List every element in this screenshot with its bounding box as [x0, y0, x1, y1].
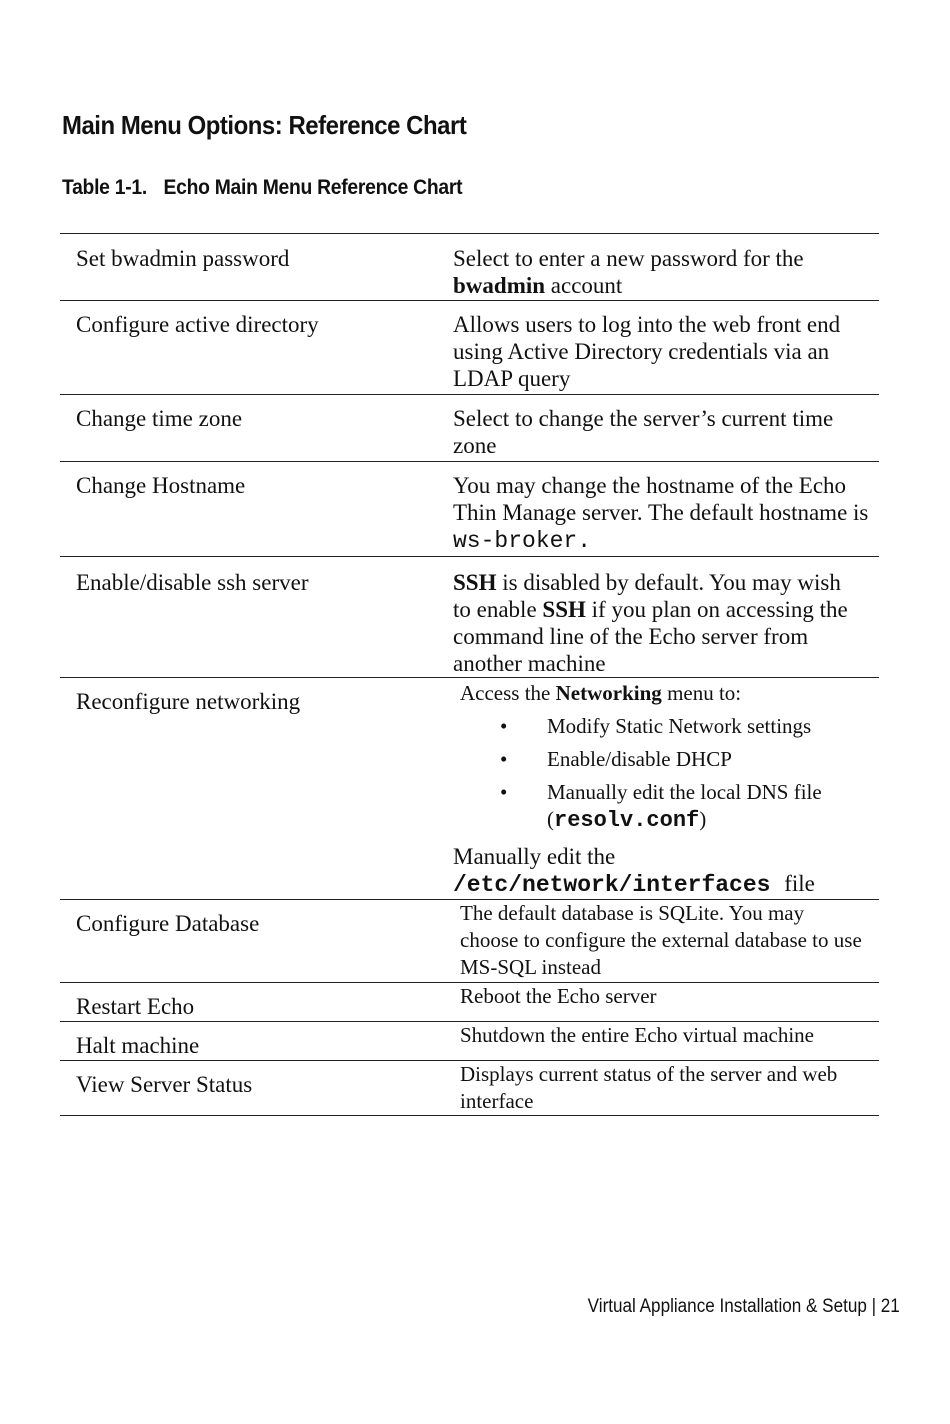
option-label: Enable/disable ssh server — [76, 570, 309, 595]
table-row — [60, 395, 879, 462]
list-item-text: Modify Static Network settings — [547, 714, 812, 738]
description-text: menu to: — [667, 681, 742, 705]
reference-table — [60, 233, 879, 1116]
description-text: Access the — [460, 681, 551, 705]
option-label: View Server Status — [76, 1072, 253, 1097]
table-row — [60, 1061, 879, 1116]
option-label: Reconfigure networking — [76, 689, 301, 714]
list-item-text: Manually edit the local DNS file — [547, 780, 822, 804]
description-bold: Networking — [555, 681, 662, 705]
description-bold: SSH — [542, 597, 586, 622]
option-label: Change time zone — [76, 406, 243, 431]
list-item — [460, 713, 880, 740]
bullet-icon: • — [500, 780, 508, 804]
networking-outro — [453, 843, 873, 899]
list-item: • Manually edit the local DNS file (resolv.conf) — [500, 780, 822, 833]
option-description: The default database is SQLite. You may choose to configure the external database to use MS-SQL instead — [460, 901, 862, 979]
option-label: Restart Echo — [76, 994, 195, 1019]
description-text: is disabled by default. You may wish to enable — [453, 570, 841, 622]
table-row — [60, 557, 879, 678]
resolv-code: resolv.conf — [554, 808, 700, 833]
option-description — [453, 245, 873, 299]
table-row — [60, 900, 879, 983]
table-row — [60, 462, 879, 557]
description-bold: SSH — [453, 570, 497, 595]
option-label: Change Hostname — [76, 473, 246, 498]
hostname-code: ws-broker. — [453, 528, 592, 554]
option-description — [453, 569, 858, 677]
table-row — [60, 1022, 879, 1061]
option-label: Configure Database — [76, 911, 260, 936]
networking-intro — [460, 680, 880, 707]
option-description: Displays current status of the server and web interface — [460, 1062, 838, 1113]
description-text: You may change the hostname of the Echo Thin Manage server. The default hostname is — [453, 473, 869, 525]
networking-bullet-list — [460, 713, 880, 840]
table-caption-title: Echo Main Menu Reference Chart — [163, 176, 463, 199]
page-footer: Virtual Appliance Installation & Setup | 21 — [587, 1296, 900, 1317]
page-heading: Main Menu Options: Reference Chart — [62, 110, 467, 140]
list-item-text: Enable/disable DHCP — [547, 747, 732, 771]
description-bold: bwadmin — [453, 273, 546, 298]
table-row — [60, 983, 879, 1022]
description-text: account — [550, 273, 623, 298]
table-row — [60, 234, 879, 301]
option-label: Set bwadmin password — [76, 246, 290, 271]
interfaces-path-code: /etc/network/interfaces — [453, 872, 771, 898]
description-text: if you plan on accessing the command line of the Echo server from another machine — [453, 597, 848, 676]
option-description — [453, 472, 873, 555]
description-text: file — [784, 871, 815, 896]
option-label: Configure active directory — [76, 312, 319, 337]
option-description: Allows users to log into the web front end using Active Directory credentials via an LDAP query — [453, 312, 841, 391]
description-text: Select to enter a new password for the — [453, 246, 804, 271]
table-row — [60, 301, 879, 395]
option-description: Shutdown the entire Echo virtual machine — [460, 1023, 814, 1047]
list-item — [460, 746, 880, 773]
table-caption-number: Table 1-1. — [62, 176, 147, 199]
table-caption — [62, 176, 462, 200]
option-description: Select to change the server’s current time zone — [453, 406, 834, 458]
bullet-icon: • — [500, 714, 508, 738]
bullet-icon: • — [500, 747, 508, 771]
option-description: Reboot the Echo server — [460, 984, 657, 1008]
option-label: Halt machine — [76, 1033, 200, 1058]
table-row — [60, 678, 879, 900]
description-text: Manually edit the — [453, 844, 616, 869]
